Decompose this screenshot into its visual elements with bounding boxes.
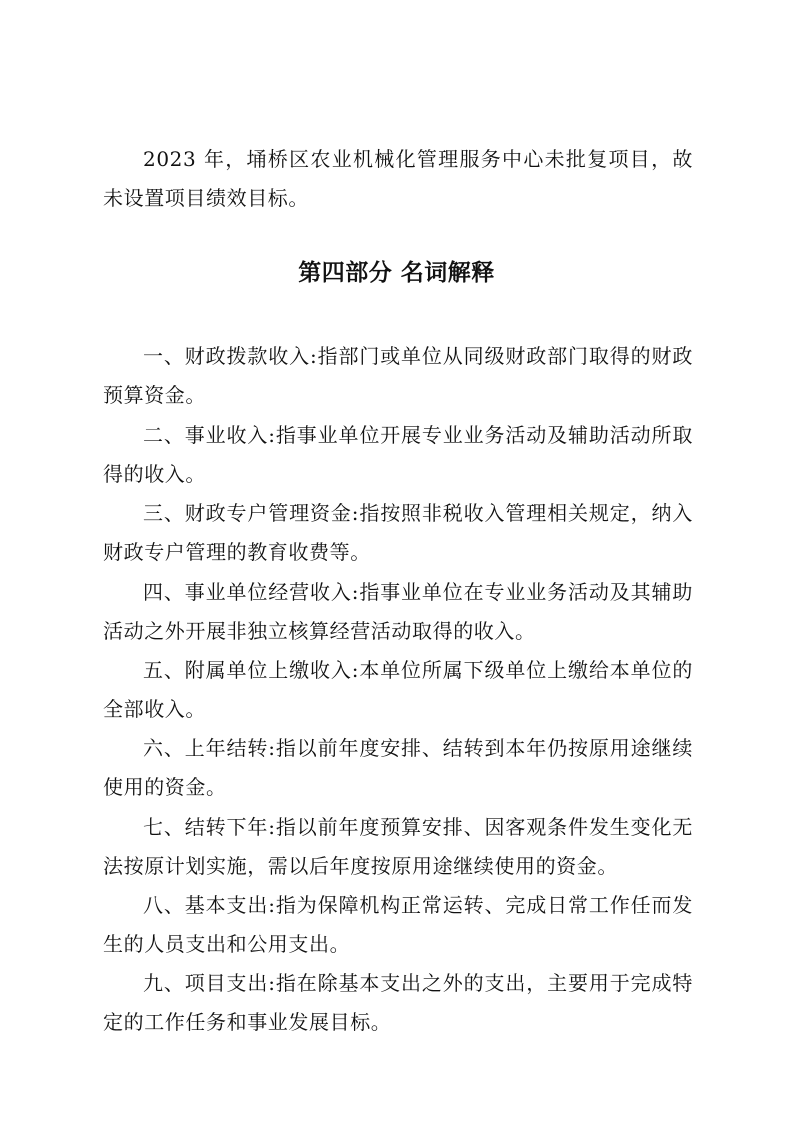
definition-item: 三、财政专户管理资金:指按照非税收入管理相关规定，纳入财政专户管理的教育收费等。 (103, 501, 693, 564)
definition-item: 四、事业单位经营收入:指事业单位在专业业务活动及其辅助活动之外开展非独立核算经营活动取得的收入。 (103, 580, 693, 643)
definition-item: 五、附属单位上缴收入:本单位所属下级单位上缴给本单位的全部收入。 (103, 658, 693, 721)
definition-item: 八、基本支出:指为保障机构正常运转、完成日常工作任而发生的人员支出和公用支出。 (103, 893, 693, 956)
definition-item: 一、财政拨款收入:指部门或单位从同级财政部门取得的财政预算资金。 (103, 344, 693, 407)
definition-item: 二、事业收入:指事业单位开展专业业务活动及辅助活动所取得的收入。 (103, 423, 693, 486)
section-heading: 第四部分 名词解释 (298, 260, 495, 286)
definition-item: 九、项目支出:指在除基本支出之外的支出，主要用于完成特定的工作任务和事业发展目标。 (103, 971, 693, 1034)
intro-paragraph: 2023 年，埇桥区农业机械化管理服务中心未批复项目，故未设置项目绩效目标。 (103, 147, 693, 210)
definition-item: 六、上年结转:指以前年度安排、结转到本年仍按原用途继续使用的资金。 (103, 736, 693, 799)
definition-item: 七、结转下年:指以前年度预算安排、因客观条件发生变化无法按原计划实施，需以后年度按原用途继续使用的资金。 (103, 815, 693, 878)
